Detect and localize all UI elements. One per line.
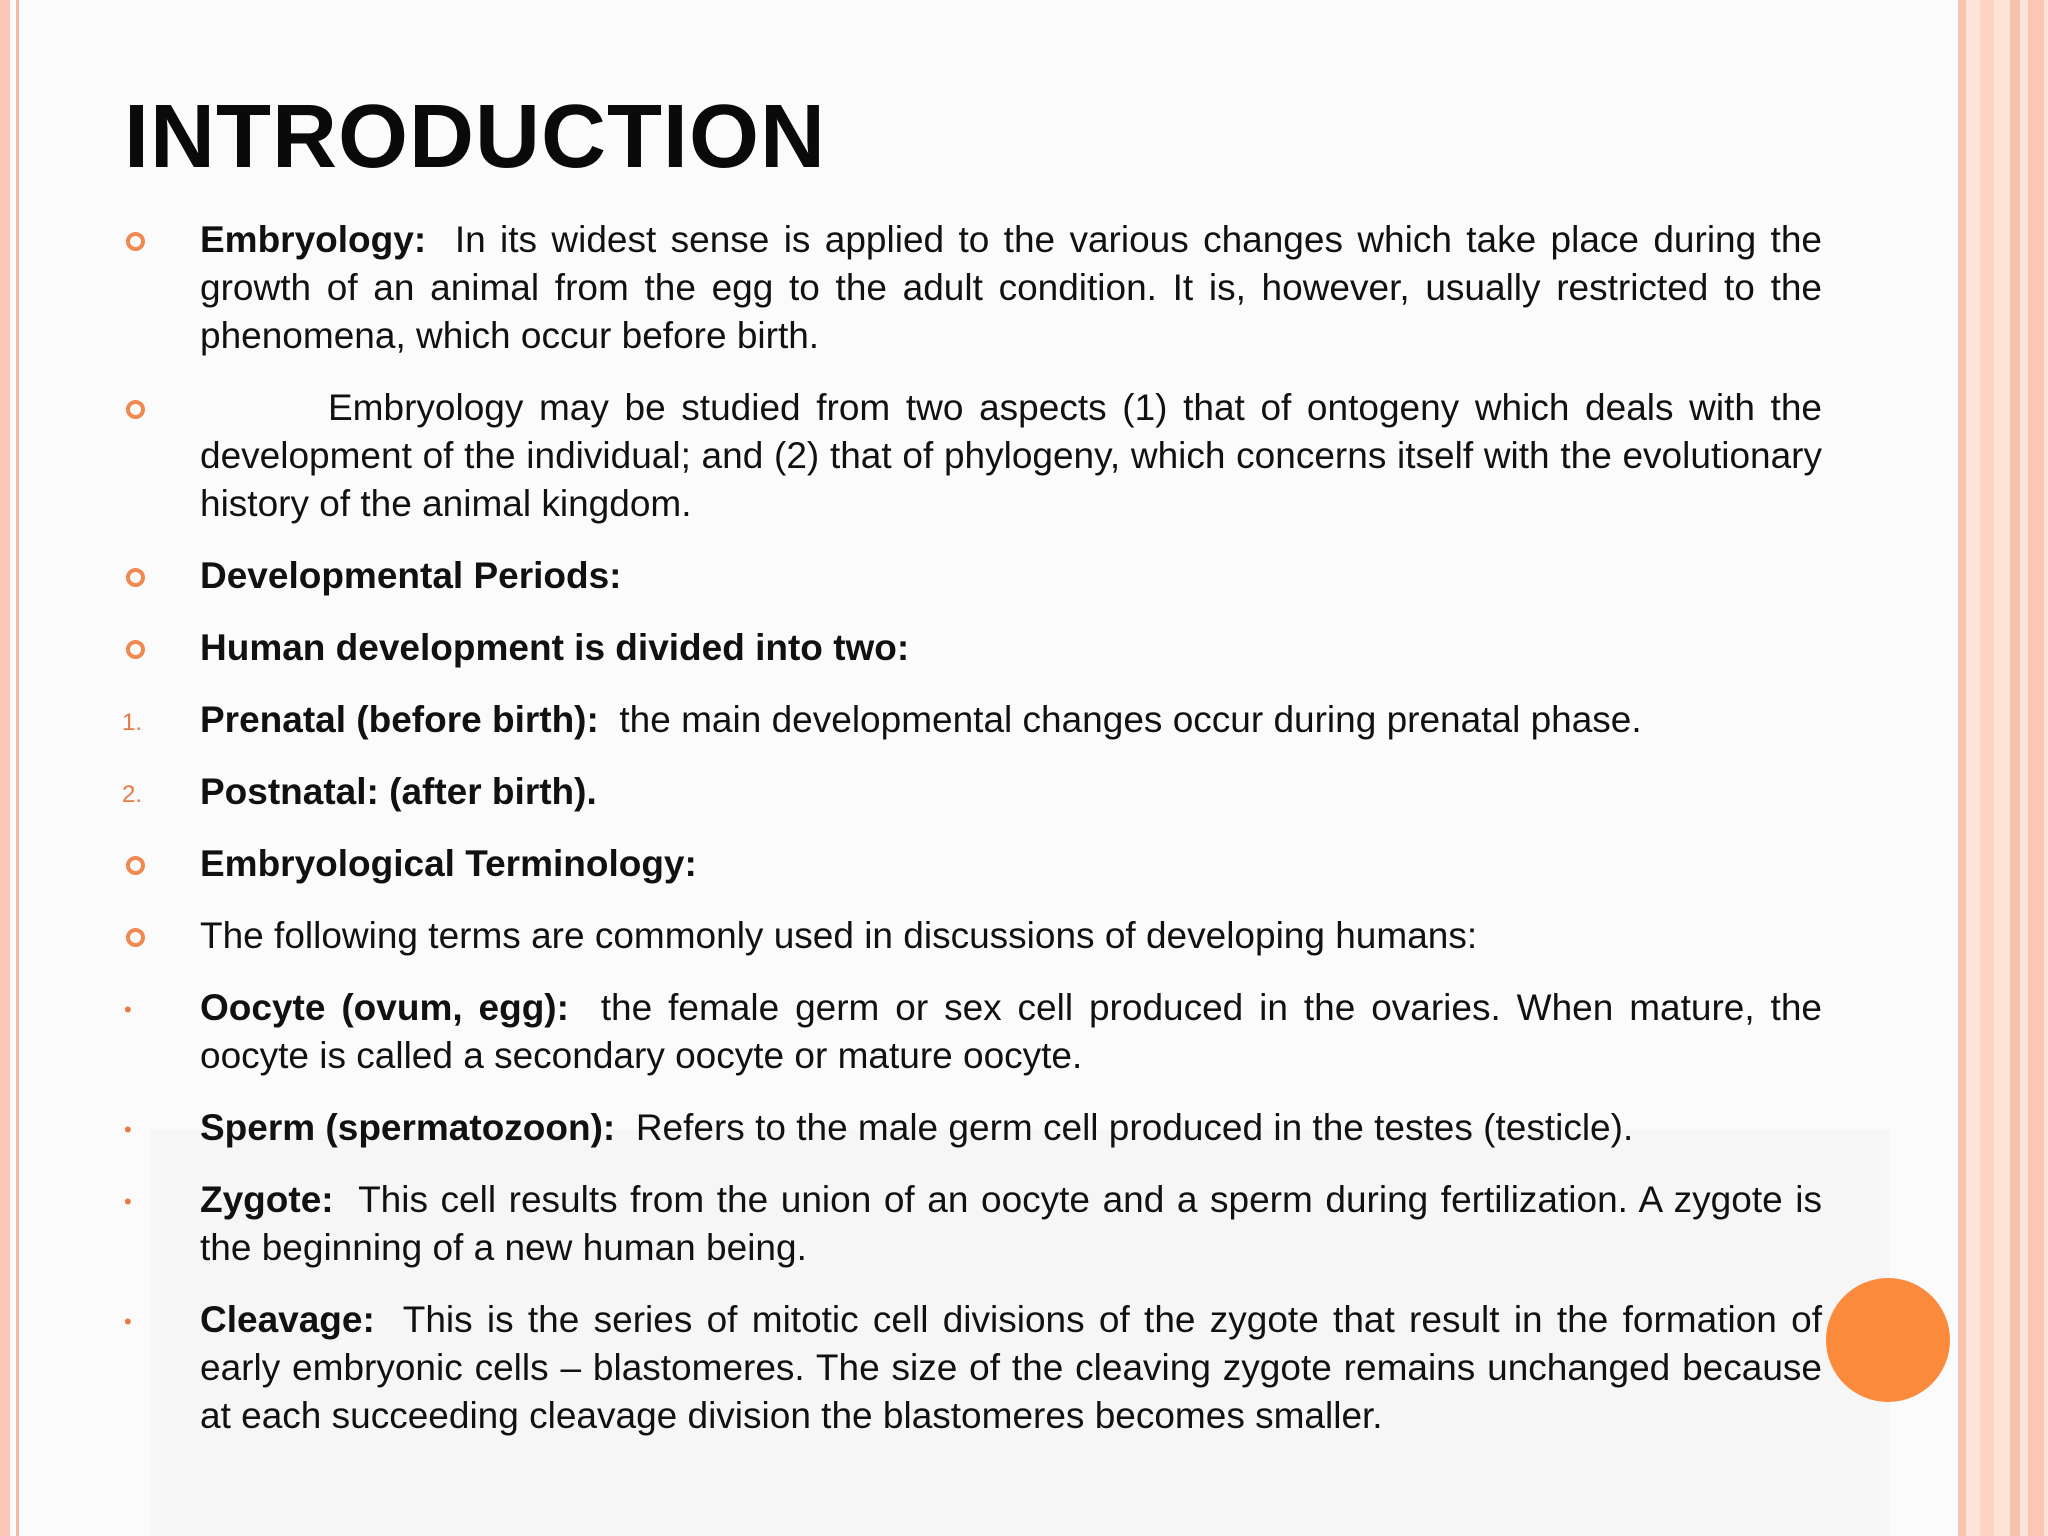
slide-title: INTRODUCTION [124, 87, 826, 187]
dot-bullet-icon: • [124, 1189, 132, 1214]
item-term: Embryology: [200, 219, 427, 260]
item-term: Cleavage: [200, 1299, 375, 1340]
item-text: In its widest sense is applied to the various changes which take place during the growth of an animal from the egg to the adult condition. It is, however, usually restricted to the phenomena, which occur before birth. [200, 219, 1822, 356]
item-text: Embryology may be studied from two aspects (1) that of ontogeny which deals with the development of the individual; and (2) that of phylogeny, which concerns itself with the evolutionary history of the animal kingdom. [200, 387, 1822, 524]
item-term: Postnatal: (after birth). [200, 771, 597, 812]
list-item-terminology [122, 840, 1822, 888]
right-stripe-band-2 [1980, 0, 1994, 1536]
list-item-prenatal [122, 696, 1822, 744]
ring-bullet-icon [126, 856, 145, 875]
list-item-oocyte [122, 984, 1822, 1080]
ring-bullet-icon [126, 640, 145, 659]
item-term: Oocyte (ovum, egg): [200, 987, 569, 1028]
decorative-orange-circle [1826, 1278, 1950, 1402]
item-text: the main developmental changes occur during prenatal phase. [619, 699, 1642, 740]
list-item-sperm [122, 1104, 1822, 1152]
item-text: Refers to the male germ cell produced in the testes (testicle). [635, 1107, 1634, 1148]
list-item-embryology [122, 216, 1822, 360]
item-term: Prenatal (before birth): [200, 699, 599, 740]
list-item-developmental-periods [122, 552, 1822, 600]
dot-bullet-icon: • [124, 1309, 132, 1334]
dot-bullet-icon: • [124, 1117, 132, 1142]
right-stripe-band-1 [1958, 0, 1966, 1536]
number-marker: 1. [122, 709, 143, 736]
item-term: Sperm (spermatozoon): [200, 1107, 616, 1148]
item-term: Developmental Periods: [200, 555, 622, 596]
dot-bullet-icon: • [124, 997, 132, 1022]
left-border-stripe [0, 0, 24, 1536]
list-item-zygote [122, 1176, 1822, 1272]
bullet-list [122, 216, 1822, 1464]
list-item-postnatal [122, 768, 1822, 816]
item-term: Human development is divided into two: [200, 627, 910, 668]
number-marker: 2. [122, 781, 143, 808]
item-text: This is the series of mitotic cell divisions of the zygote that result in the formation of early embryonic cells – blastomeres. The size of the cleaving zygote remains unchanged because at each succeeding cleavage division the blastomeres becomes smaller. [200, 1299, 1822, 1436]
left-stripe-band [0, 0, 10, 1536]
item-term: Embryological Terminology: [200, 843, 697, 884]
left-stripe-line [16, 0, 19, 1536]
item-text: This cell results from the union of an oocyte and a sperm during fertilization. A zygote is the beginning of a new human being. [200, 1179, 1822, 1268]
ring-bullet-icon [126, 232, 145, 251]
ring-bullet-icon [126, 928, 145, 947]
item-term: Zygote: [200, 1179, 334, 1220]
right-stripe-band-3 [2010, 0, 2020, 1536]
item-text: the female germ or sex cell produced in the ovaries. When mature, the oocyte is called a secondary oocyte or mature oocyte. [200, 987, 1822, 1076]
right-stripe-band-4 [2028, 0, 2044, 1536]
ring-bullet-icon [126, 568, 145, 587]
list-item-human-development [122, 624, 1822, 672]
list-item-following-terms [122, 912, 1822, 960]
right-border-stripe [1958, 0, 2048, 1536]
list-item-aspects [122, 384, 1822, 528]
ring-bullet-icon [126, 400, 145, 419]
item-text: The following terms are commonly used in discussions of developing humans: [200, 915, 1478, 956]
list-item-cleavage [122, 1296, 1822, 1440]
